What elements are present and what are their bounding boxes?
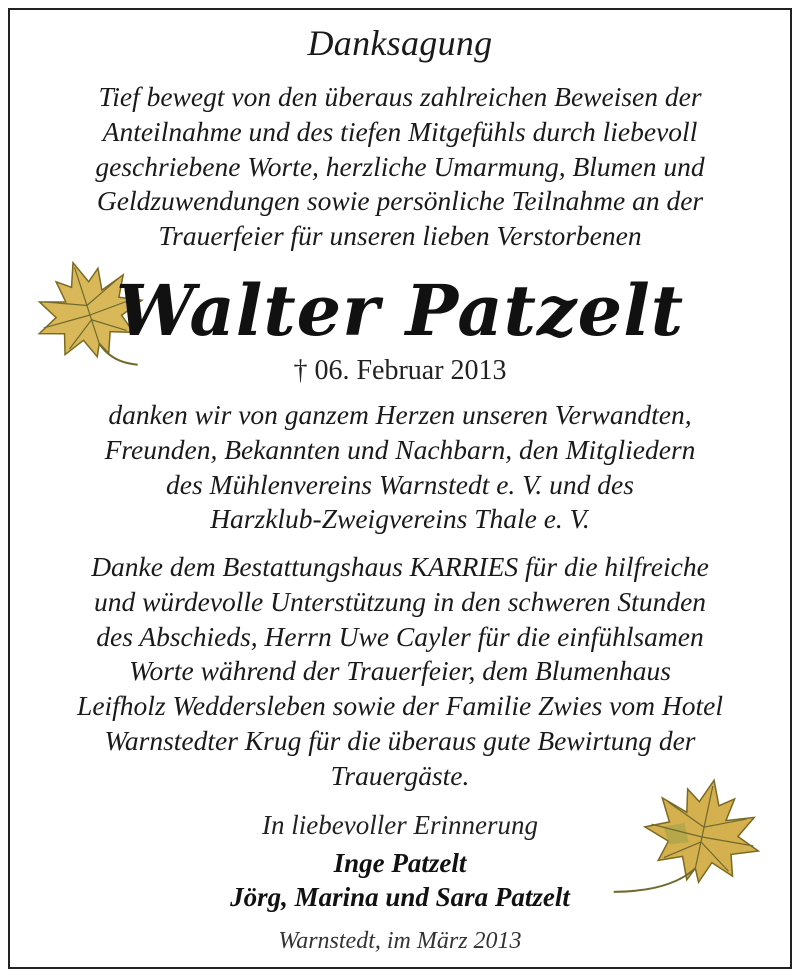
- text-line: Anteilnahme und des tiefen Mitgefühls durch liebevoll: [102, 115, 698, 147]
- text-line: Worte während der Trauerfeier, dem Blumenhaus: [129, 655, 671, 687]
- text-line: Trauerfeier für unseren lieben Verstorbenen: [158, 220, 642, 252]
- notice-heading: Danksagung: [307, 23, 493, 63]
- closing-phrase: In liebevoller Erinnerung: [262, 810, 538, 840]
- place-and-date: Warnstedt, im März 2013: [278, 928, 522, 954]
- text-line: Warnstedter Krug für die überaus gute Bewirtung der: [104, 724, 696, 756]
- text-line: danken wir von ganzem Herzen unseren Verwandten,: [108, 399, 692, 430]
- text-line: Harzklub-Zweigvereins Thale e. V.: [210, 503, 590, 535]
- text-line: Freunden, Bekannten und Nachbarn, den Mitgliedern: [104, 433, 696, 465]
- signer-name: Inge Patzelt: [333, 848, 467, 878]
- thanks-paragraph: [0, 398, 800, 537]
- death-date: † 06. Februar 2013: [293, 355, 507, 386]
- text-line: Tief bewegt von den überaus zahlreichen Beweisen der: [98, 81, 702, 112]
- text-line: des Abschieds, Herrn Uwe Cayler für die einfühlsamen: [96, 620, 704, 652]
- text-line: Leifholz Weddersleben sowie der Familie Zwies vom Hotel: [77, 690, 723, 722]
- signer-name: Jörg, Marina und Sara Patzelt: [230, 882, 570, 912]
- intro-paragraph: [0, 80, 800, 254]
- deceased-name: Walter Patzelt: [115, 269, 685, 352]
- extra-thanks-paragraph: [0, 550, 800, 794]
- text-line: und würdevolle Unterstützung in den schweren Stunden: [93, 585, 707, 617]
- text-line: Geldzuwendungen sowie persönliche Teilnahme an der: [96, 185, 704, 217]
- text-line: Danke dem Bestattungshaus KARRIES für die hilfreiche: [91, 551, 709, 582]
- text-line: geschriebene Worte, herzliche Umarmung, Blumen und: [95, 150, 705, 182]
- maple-leaf-icon: [612, 775, 782, 925]
- text-line: des Mühlenvereins Warnstedt e. V. und des: [166, 468, 634, 500]
- text-line: Trauergäste.: [330, 759, 470, 791]
